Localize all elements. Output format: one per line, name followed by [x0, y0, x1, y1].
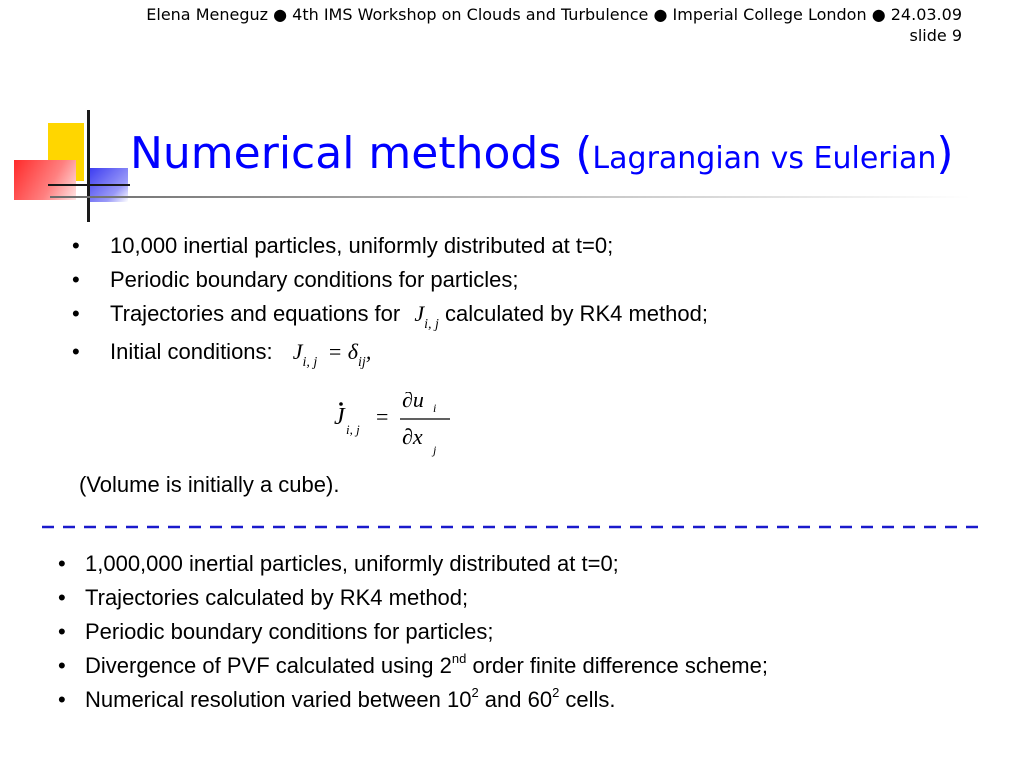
item-text: Trajectories and equations for [110, 301, 401, 326]
bullet-dot: • [58, 619, 66, 644]
decoration-vertical-line [87, 110, 90, 222]
list-item [58, 649, 768, 683]
superscript-2b: 2 [552, 684, 560, 700]
superscript-nd: nd [451, 650, 467, 666]
item-text-mid: and 60 [478, 687, 553, 712]
item-text-cont: order finite difference scheme; [466, 653, 768, 678]
decoration-horizontal-line [48, 184, 130, 186]
bullet-dot: • [58, 551, 66, 576]
title-subtitle: Lagrangian vs Eulerian [592, 141, 937, 176]
item-text: Trajectories calculated by RK4 method; [85, 585, 469, 610]
list-item [58, 581, 768, 615]
item-text: Periodic boundary conditions for particles; [110, 267, 519, 292]
superscript-2: 2 [471, 684, 479, 700]
item-text: 1,000,000 inertial particles, uniformly distributed at t=0; [85, 551, 619, 576]
deriv-numerator-subscript: i [433, 401, 437, 415]
slide-header [62, 4, 962, 46]
deriv-numerator: ∂u [402, 392, 424, 412]
item-text-cont: calculated by RK4 method; [445, 301, 708, 326]
bullet-dot: • [72, 233, 80, 258]
initial-eq-subscript: ij [358, 355, 366, 370]
initial-j: J [292, 339, 303, 364]
item-text: 10,000 inertial particles, uniformly distributed at t=0; [110, 233, 614, 258]
initial-eq: = δ [327, 339, 359, 364]
symbol-j-subscript: i, j [424, 317, 439, 332]
lagrangian-bullet-list [72, 229, 708, 373]
bullet-dot: • [58, 687, 66, 712]
item-text: Periodic boundary conditions for particles; [85, 619, 494, 644]
list-item [58, 683, 768, 717]
title-close: ) [936, 128, 954, 179]
decoration-red-square [14, 160, 76, 200]
bullet-dot: • [58, 653, 66, 678]
bullet-dot: • [58, 585, 66, 610]
list-item [72, 263, 708, 297]
slide-title [130, 126, 954, 187]
deriv-lhs-subscript: i, j [346, 422, 360, 437]
title-main: Numerical methods ( [130, 128, 593, 179]
title-underline [50, 196, 970, 198]
list-item [72, 335, 708, 373]
bullet-dot: • [72, 301, 80, 326]
list-item [58, 547, 768, 581]
derivative-equation [330, 392, 460, 462]
item-text: Numerical resolution varied between 10 [85, 687, 472, 712]
item-text: Divergence of PVF calculated using 2 [85, 653, 452, 678]
header-info: Elena Meneguz ● 4th IMS Workshop on Clouds and Turbulence ● Imperial College London ● 24.03.09 [146, 5, 962, 24]
eulerian-bullet-list [58, 547, 768, 717]
symbol-j: J [414, 301, 425, 326]
list-item [72, 297, 708, 335]
list-item [72, 229, 708, 263]
bullet-dot: • [72, 267, 80, 292]
deriv-denominator-subscript: j [433, 443, 437, 457]
volume-note: (Volume is initially a cube). [79, 472, 340, 497]
deriv-denominator: ∂x [402, 424, 423, 449]
list-item [58, 615, 768, 649]
initial-j-subscript: i, j [302, 355, 318, 370]
section-separator [40, 520, 980, 534]
bullet-dot: • [72, 339, 80, 364]
item-text: Initial conditions: [110, 339, 273, 364]
slide-number: slide 9 [909, 26, 962, 45]
deriv-lhs: J [334, 404, 345, 430]
deriv-equals: = [376, 404, 389, 429]
initial-eq-end: , [365, 339, 372, 364]
item-text-end: cells. [559, 687, 616, 712]
